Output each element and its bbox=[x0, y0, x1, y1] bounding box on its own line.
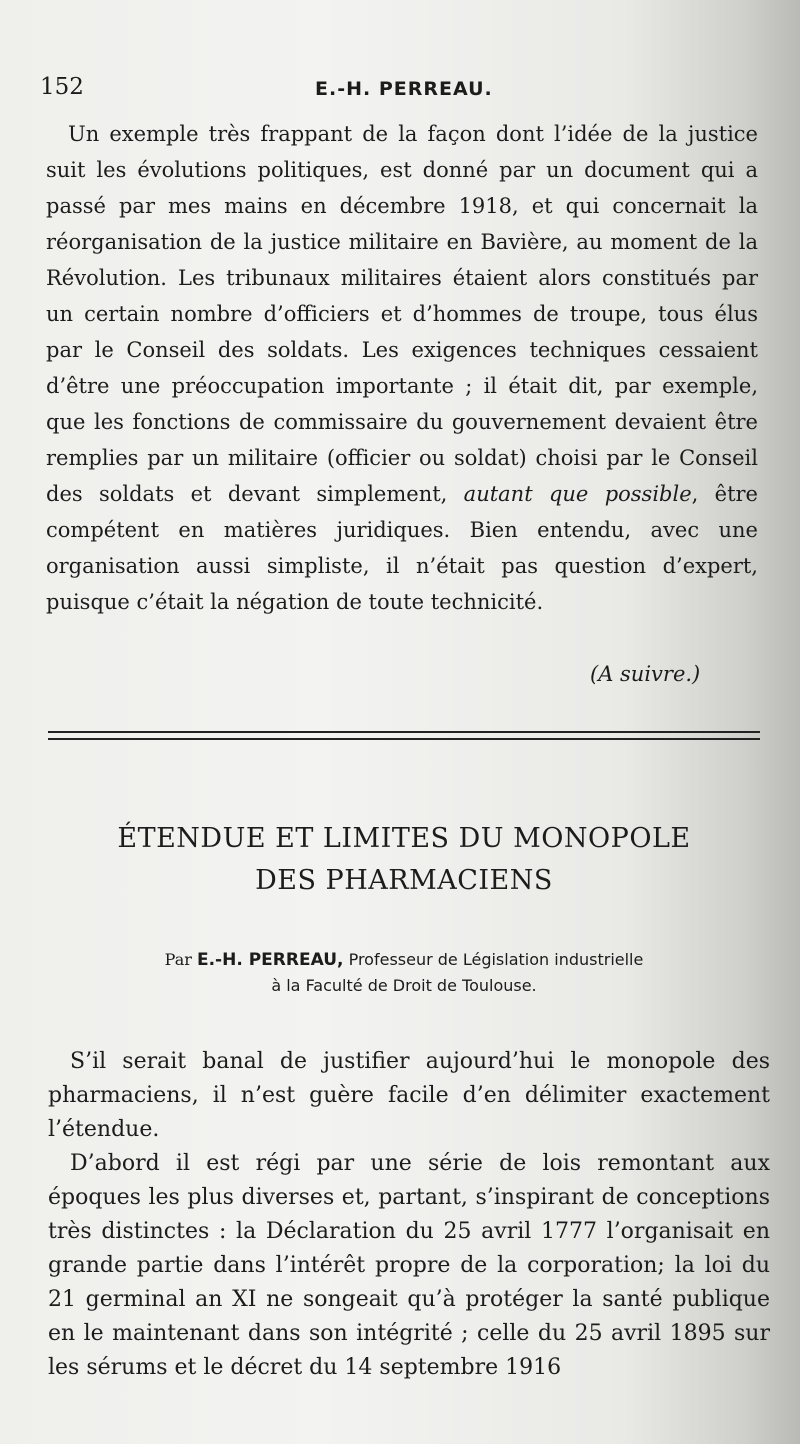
article-title-line-1: ÉTENDUE ET LIMITES DU MONOPOLE bbox=[117, 823, 691, 854]
section-divider-top bbox=[48, 731, 760, 733]
byline-affiliation: à la Faculté de Droit de Toulouse. bbox=[271, 976, 537, 995]
article-title-line-2: DES PHARMACIENS bbox=[255, 865, 553, 896]
paragraph-text-part-1: Un exemple très frappant de la façon dont l’idée de la justice suit les évolutions politiques, est donné par un document qui a passé par mes mains en décembre 1918, et qui concernait la réorganisation de la justice militaire en Bavière, au moment de la Révolution. Les tribunaux militaires étaient alors constitués par un certain nombre d’officiers et d’hommes de troupe, tous élus par le Conseil des soldats. Les exigences techniques cessaient d’être une préoccupation importante ; il était dit, par exemple, que les fonctions de commissaire du gouvernement devaient être remplies par un militaire (officier ou soldat) choisi par le Conseil des soldats et devant simplement, bbox=[46, 122, 758, 506]
emphasized-text: autant que possible bbox=[463, 482, 692, 506]
previous-article-paragraph bbox=[46, 116, 758, 620]
byline-prefix: Par bbox=[164, 950, 192, 969]
article-body bbox=[48, 1045, 770, 1385]
running-title: E.-H. PERREAU. bbox=[315, 78, 493, 100]
previous-article-ending bbox=[46, 116, 758, 620]
page-number: 152 bbox=[40, 74, 84, 100]
running-head bbox=[40, 74, 760, 104]
byline bbox=[48, 947, 760, 999]
article-paragraph-2: D’abord il est régi par une série de lois remontant aux époques les plus diverses et, partant, s’inspirant de conceptions très distinctes : la Déclaration du 25 avril 1777 l’organisait en grande partie dans l’intérêt propre de la corporation; la loi du 21 germinal an XI ne songeait qu’à protéger la santé publique en le maintenant dans son intégrité ; celle du 25 avril 1895 sur les sérums et le décret du 14 septembre 1916 bbox=[48, 1151, 770, 1380]
byline-author: E.-H. PERREAU, bbox=[196, 950, 344, 970]
article-title bbox=[48, 818, 760, 902]
section-divider-bottom bbox=[48, 738, 760, 740]
article-paragraph-1: S’il serait banal de justifier aujourd’hui le monopole des pharmaciens, il n’est guère facile d’en délimiter exactement l’étendue. bbox=[48, 1049, 770, 1142]
to-be-continued-note: (A suivre.) bbox=[590, 662, 701, 686]
paragraph-text-part-2: , être compétent en matières juridiques. Bien entendu, avec une organisation aussi simpliste, il n’était pas question d’expert, puisque c’était la négation de toute technicité. bbox=[46, 482, 758, 614]
byline-role: Professeur de Législation industrielle bbox=[348, 950, 644, 969]
